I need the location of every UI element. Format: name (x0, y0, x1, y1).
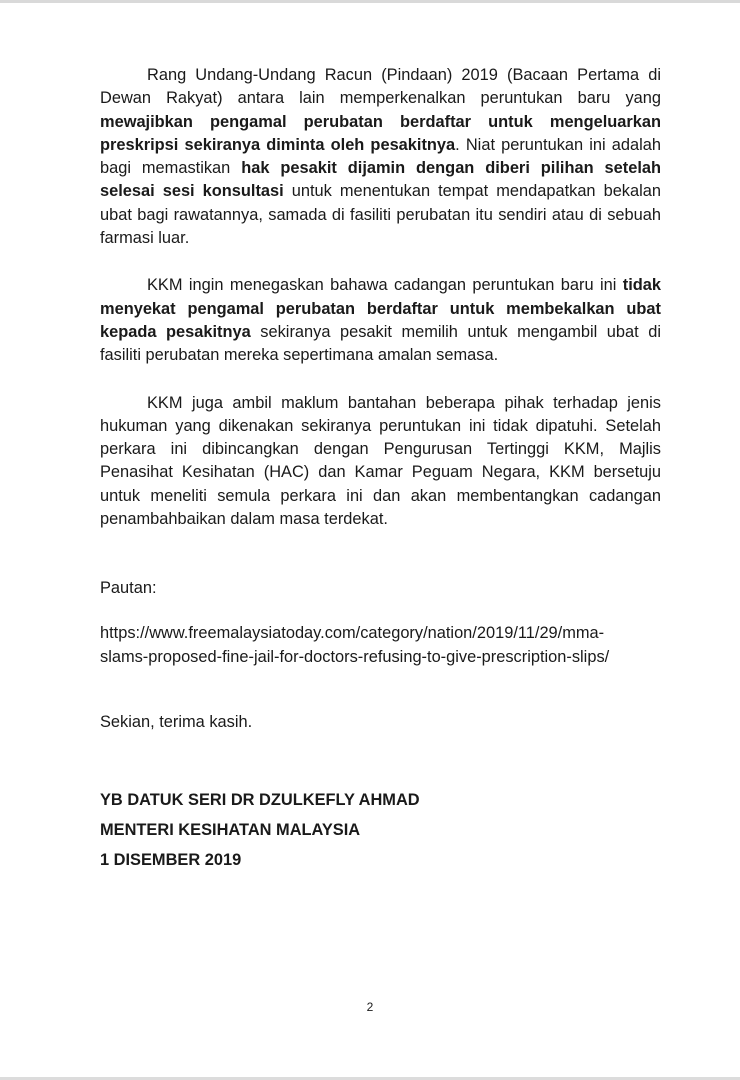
document-page (100, 64, 661, 875)
paragraph-2 (100, 274, 661, 367)
paragraph-1-text-b: . Niat peruntukan ini adalah bagi memastikan (100, 135, 661, 178)
paragraph-1-text-c: untuk menentukan tempat mendapatkan bekalan ubat bagi rawatannya, samada di fasiliti perubatan itu sendiri atau di sebuah farmasi luar. (100, 182, 661, 248)
paragraph-1 (100, 64, 661, 250)
paragraph-2-bold: tidak menyekat pengamal perubatan berdaftar untuk membekalkan ubat kepada pesakitnya (100, 276, 661, 341)
signature-date: 1 DISEMBER 2019 (100, 851, 242, 870)
paragraph-1-text-a: Rang Undang-Undang Racun (Pindaan) 2019 (Bacaan Pertama di Dewan Rakyat) antara lain memperkenalkan peruntukan baru yang (100, 66, 661, 108)
closing-remark: Sekian, terima kasih. (100, 713, 253, 732)
signature-block (100, 785, 661, 875)
signatory-name: YB DATUK SERI DR DZULKEFLY AHMAD (100, 791, 420, 810)
signatory-title: MENTERI KESIHATAN MALAYSIA (100, 821, 361, 840)
paragraph-1-bold-a: mewajibkan pengamal perubatan berdaftar untuk mengeluarkan preskripsi sekiranya diminta oleh pesakitnya (100, 112, 661, 154)
source-link-line-2[interactable]: slams-proposed-fine-jail-for-doctors-refusing-to-give-prescription-slips/ (100, 648, 610, 667)
source-link[interactable] (100, 621, 661, 669)
page-number: 2 (366, 1000, 374, 1014)
source-link-line-1[interactable]: https://www.freemalaysiatoday.com/category/nation/2019/11/29/mma- (100, 624, 605, 643)
link-label: Pautan: (100, 579, 157, 598)
paragraph-2-text-b: sekiranya pesakit memilih untuk mengambil ubat di fasiliti perubatan mereka sepertimana amalan semasa. (100, 322, 661, 365)
paragraph-1-bold-b: hak pesakit dijamin dengan diberi pilihan setelah selesai sesi konsultasi (100, 159, 662, 201)
paragraph-3: KKM juga ambil maklum bantahan beberapa pihak terhadap jenis hukuman yang dikenakan sekiranya peruntukan ini tidak dipatuhi. Setelah perkara ini dibincangkan dengan Pengurusan Tertinggi KKM, Majlis Penasihat Kesihatan (HAC) dan Kamar Peguam Negara, KKM bersetuju untuk meneliti semula perkara ini dan akan membentangkan cadangan penambahbaikan dalam masa terdekat. (100, 393, 661, 529)
page-top-edge (0, 0, 740, 3)
paragraph-2-text-a: KKM ingin menegaskan bahawa cadangan peruntukan baru ini (147, 276, 623, 295)
